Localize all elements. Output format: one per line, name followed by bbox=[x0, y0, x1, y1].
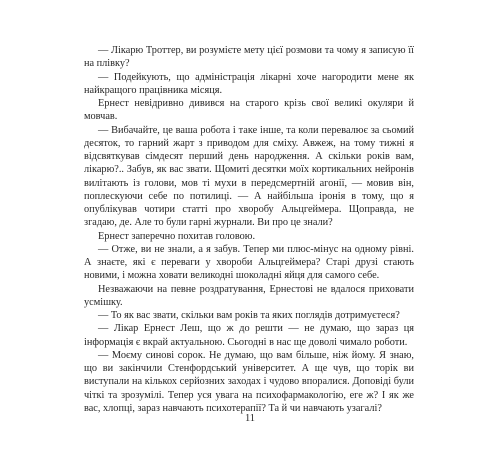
page-body-text bbox=[84, 44, 414, 415]
paragraph-10: — Моєму синові сорок. Не думаю, що вам більше, ніж йому. Я знаю, що ви закінчили Стенфордський університет. А ще чув, що торік ви виступали на кількох серйозних заходах і чудово впоралися. Доповіді були чіткі та зрозумілі. Тепер уся увага на психофармакологію, еге ж? І як же вас, хлопці, зараз навчають психотерапії? Та й чи навчають узагалі? bbox=[84, 349, 414, 414]
paragraph-2: — Подейкують, що адміністрація лікарні хоче нагородити мене як найкращого працівника місяця. bbox=[84, 71, 414, 96]
paragraph-7: Незважаючи на певне роздратування, Ернестові не вдалося приховати усмішку. bbox=[84, 283, 414, 308]
page-number: 11 bbox=[244, 413, 256, 424]
paragraph-6: — Отже, ви не знали, а я забув. Тепер ми плюс-мінус на одному рівні. А знаєте, які є переваги у хвороби Альцгеймера? Старі друзі стають новими, і можна ховати великодні шоколадні яйця для самого себе. bbox=[84, 243, 414, 282]
paragraph-5: Ернест заперечно похитав головою. bbox=[98, 230, 256, 242]
paragraph-1: — Лікарю Троттер, ви розумієте мету цієї розмови та чому я записую її на плівку? bbox=[84, 45, 414, 70]
paragraph-4: — Вибачайте, це ваша робота і таке інше, та коли перевалює за сьомий десяток, то гарний жарт з приводом для сміху. Авжеж, на тому тижні я відсвяткував сімдесят перший день народження. А скільки років вам, лікарю?.. Забув, як вас звати. Щомиті десятки моїх кортикальних нейронів вилітають із голови, мов ті мухи в передсмертній агонії, — мовив він, поплескуючи себе по потилиці. — А найбільша іронія в тому, що я опублікував чотири статті про хворобу Альцгеймера. Щоправда, не згадаю, де. Але то були гарні журнали. Ви про це знали? bbox=[84, 124, 414, 229]
paragraph-9: — Лікар Ернест Леш, що ж до решти — не думаю, що зараз ця інформація є вкрай актуальною. Сьогодні в нас ще доволі чимало роботи. bbox=[84, 323, 414, 348]
paragraph-3: Ернест невідривно дивився на старого крізь свої великі окуляри й мовчав. bbox=[84, 98, 414, 123]
paragraph-8: — То як вас звати, скільки вам років та яких поглядів дотримуєтеся? bbox=[98, 310, 400, 321]
